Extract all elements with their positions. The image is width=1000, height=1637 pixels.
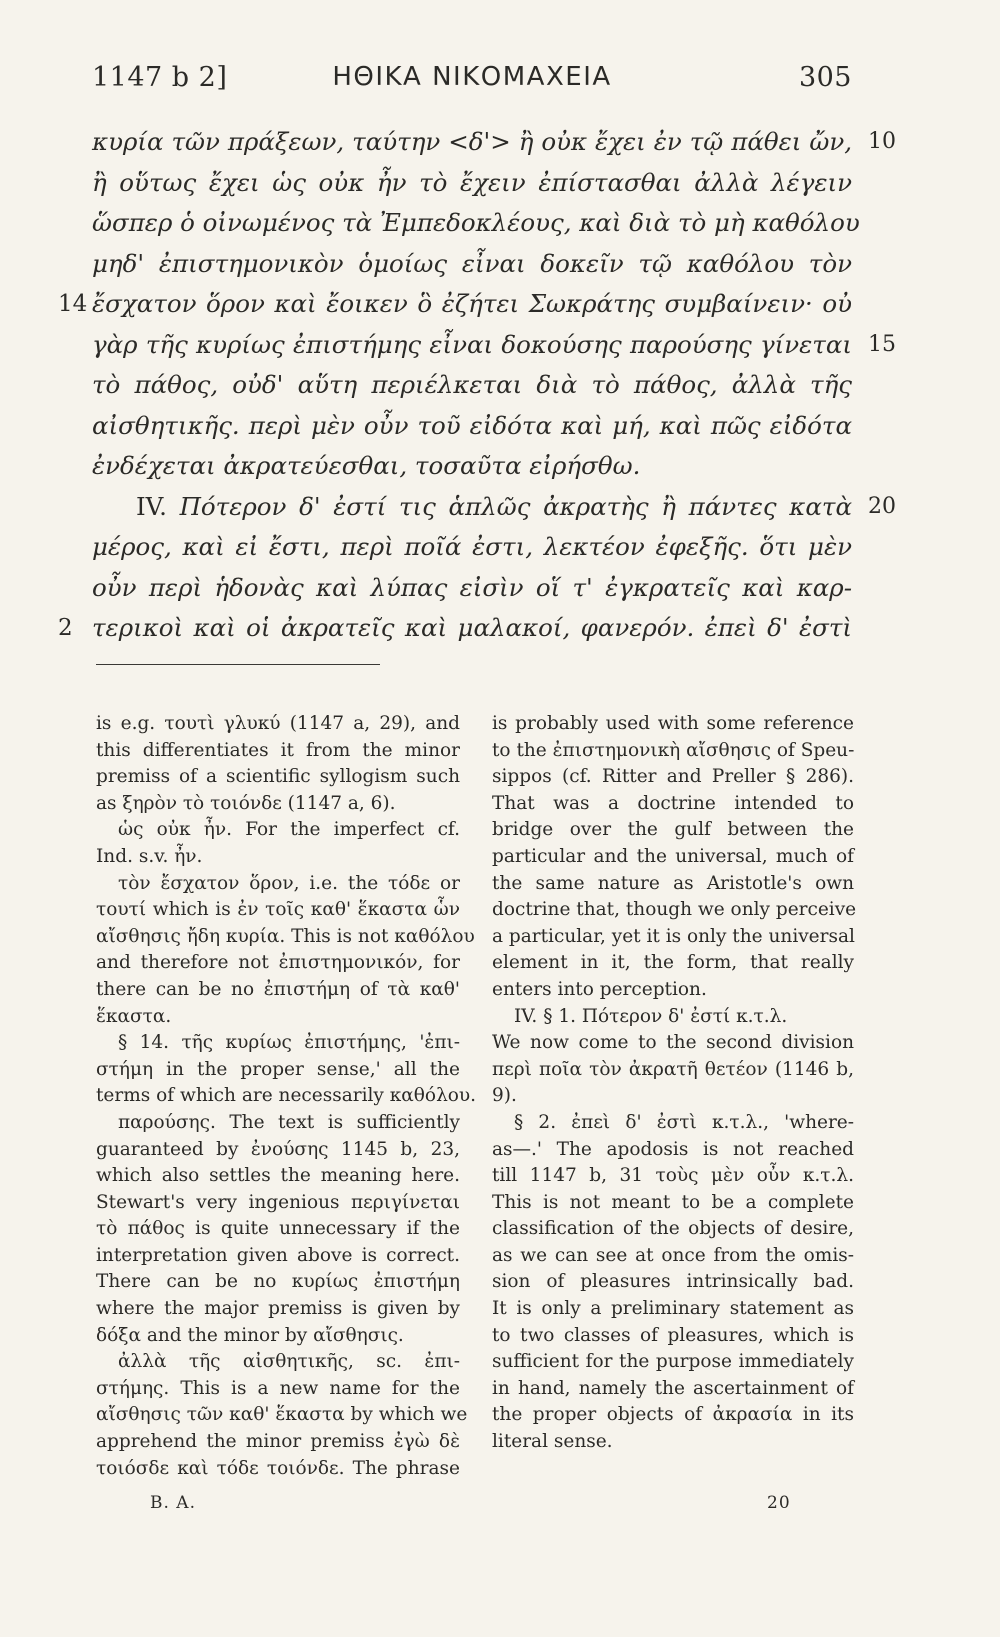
note-line: particular and the universal, much of: [492, 845, 854, 867]
note-line: τουτί which is ἐν τοῖς καθ' ἕκαστα ὧν: [96, 899, 460, 921]
main-text-content: τερικοὶ καὶ οἱ ἀκρατεῖς καὶ μαλακοί, φανερόν. ἐπεὶ δ' ἐστὶ: [92, 613, 852, 642]
note-line: 9).: [492, 1085, 517, 1107]
commentary-right-column: [492, 711, 857, 1456]
main-text-content: ἐνδέχεται ἀκρατεύεσθαι, τοσαῦτα εἰρήσθω.: [92, 451, 641, 480]
main-text-line: [58, 608, 852, 649]
note-line: premiss of a scientific syllogism such: [96, 766, 460, 788]
footnote-rule: [96, 664, 380, 665]
main-text-content: μέρος, καὶ εἰ ἔστι, περὶ ποῖά ἐστι, λεκτέον ἐφεξῆς. ὅτι μὲν: [92, 532, 852, 561]
main-text-line: [58, 284, 852, 325]
main-text-content: αἰσθητικῆς. περὶ μὲν οὖν τοῦ εἰδότα καὶ μή, καὶ πῶς εἰδότα: [92, 410, 852, 440]
note-line: is probably used with some reference: [492, 713, 854, 734]
note-line: the proper objects of ἀκρασία in its: [492, 1404, 854, 1426]
note-line: in hand, namely the ascertainment of: [492, 1377, 854, 1399]
note-line: bridge over the gulf between the: [492, 819, 854, 841]
note-line: sion of pleasures intrinsically bad.: [492, 1271, 854, 1293]
note-line: § 2. ἐπεὶ δ' ἐστὶ κ.τ.λ., 'where-: [514, 1111, 854, 1133]
note-line: doctrine that, though we only perceive: [492, 899, 857, 921]
note-line: to the ἐπιστημονικὴ αἴσθησις of Speu-: [492, 739, 855, 761]
note-line: στήμης. This is a new name for the: [96, 1377, 460, 1399]
note-line: apprehend the minor premiss ἐγὼ δὲ: [96, 1431, 460, 1453]
note-line: which also settles the meaning here.: [96, 1165, 460, 1187]
note-line: as—.' The apodosis is not reached: [492, 1138, 854, 1160]
note-line: a particular, yet it is only the universal: [492, 925, 855, 947]
note-line: where the major premiss is given by: [96, 1298, 460, 1320]
main-text-content: ὥσπερ ὁ οἰνωμένος τὰ Ἐμπεδοκλέους, καὶ διὰ τὸ μὴ καθόλου: [92, 208, 860, 237]
note-line: as ξηρὸν τὸ τοιόνδε (1147 a, 6).: [96, 792, 396, 814]
main-text-line: [92, 446, 852, 487]
note-line: ἀλλὰ τῆς αἰσθητικῆς, sc. ἐπι-: [118, 1351, 460, 1373]
note-line: till 1147 b, 31 τοὺς μὲν οὖν κ.τ.λ.: [492, 1165, 854, 1187]
chapter-numeral: IV.: [136, 491, 180, 521]
line-number-marginal: 10: [868, 129, 896, 154]
note-line: this differentiates it from the minor: [96, 739, 460, 761]
note-line: sufficient for the purpose immediately: [492, 1351, 854, 1373]
note-line: τοιόσδε καὶ τόδε τοιόνδε. The phrase: [96, 1457, 460, 1479]
main-text-line: [92, 122, 896, 163]
note-line: enters into perception.: [492, 978, 707, 1000]
main-text-content: γὰρ τῆς κυρίως ἐπιστήμης εἶναι δοκούσης παρούσης γίνεται: [92, 329, 852, 359]
main-text-content: ἔσχατον ὅρον καὶ ἔοικεν ὃ ἐζήτει Σωκράτης συμβαίνειν· οὐ: [92, 289, 852, 318]
note-line: classification of the objects of desire,: [492, 1218, 854, 1240]
main-text-content: τὸ πάθος, οὐδ' αὕτη περιέλκεται διὰ τὸ πάθος, ἀλλὰ τῆς: [92, 370, 852, 399]
note-line: αἴσθησις ἤδη κυρία. This is not καθόλου: [96, 925, 475, 947]
note-line: element in it, the form, that really: [492, 952, 854, 974]
running-header: [92, 62, 852, 102]
note-line: to two classes of pleasures, which is: [492, 1324, 854, 1346]
note-line: Stewart's very ingenious περιγίνεται: [96, 1191, 460, 1213]
main-text-content: οὖν περὶ ἡδονὰς καὶ λύπας εἰσὶν οἵ τ' ἐγκρατεῖς καὶ καρ-: [92, 572, 852, 602]
main-text-line: [92, 163, 852, 204]
note-line: That was a doctrine intended to: [492, 792, 854, 814]
main-text-line: [92, 568, 852, 609]
commentary-left-column: [96, 711, 477, 1482]
main-text-content: ἢ οὕτως ἔχει ὡς οὐκ ἦν τὸ ἔχειν ἐπίστασθαι ἀλλὰ λέγειν: [92, 167, 852, 197]
main-text-line: [92, 487, 896, 528]
header-reference: 1147 b 2]: [92, 62, 228, 93]
main-text-line: [92, 325, 896, 366]
note-line: αἴσθησις τῶν καθ' ἕκαστα by which we: [96, 1404, 468, 1426]
note-line: is e.g. τουτὶ γλυκύ (1147 a, 29), and: [96, 713, 460, 734]
note-line: IV. § 1. Πότερον δ' ἐστί κ.τ.λ.: [514, 1005, 788, 1027]
main-text-line: [92, 406, 852, 447]
note-line: guaranteed by ἐνούσης 1145 b, 23,: [96, 1138, 460, 1160]
main-text-content: μηδ' ἐπιστημονικὸν ὁμοίως εἶναι δοκεῖν τῷ καθόλου τὸν: [92, 248, 852, 278]
main-text-content: κυρία τῶν πράξεων, ταύτην <δ'> ἢ οὐκ ἔχει ἐν τῷ πάθει ὤν,: [92, 127, 852, 156]
main-text-line: [92, 244, 852, 285]
note-line: there can be no ἐπιστήμη of τὰ καθ': [96, 978, 460, 1000]
main-text-content: Πότερον δ' ἐστί τις ἁπλῶς ἀκρατὴς ἢ πάντες κατὰ: [179, 491, 852, 521]
note-line: παρούσης. The text is sufficiently: [118, 1111, 460, 1133]
main-text-line: [92, 527, 852, 568]
note-line: It is only a preliminary statement as: [492, 1298, 854, 1320]
note-line: τὸν ἔσχατον ὅρον, i.e. the τόδε or: [118, 872, 460, 894]
note-line: δόξα and the minor by αἴσθησις.: [96, 1324, 404, 1346]
line-number-marginal: 15: [868, 331, 896, 357]
note-line: ὡς οὐκ ἦν. For the imperfect cf.: [118, 819, 460, 841]
note-line: τὸ πάθος is quite unnecessary if the: [96, 1218, 460, 1240]
note-line: στήμη in the proper sense,' all the: [96, 1058, 460, 1080]
note-line: and therefore not ἐπιστημονικόν, for: [96, 952, 460, 974]
note-line: Ind. s.v. ἦν.: [96, 845, 203, 867]
note-line: the same nature as Aristotle's own: [492, 872, 854, 894]
main-text-line: [92, 203, 860, 244]
section-number-marginal: 2: [58, 615, 73, 641]
note-line: sippos (cf. Ritter and Preller § 286).: [492, 766, 854, 788]
note-line: There can be no κυρίως ἐπιστήμη: [96, 1271, 460, 1293]
note-line: § 14. τῆς κυρίως ἐπιστήμης, 'ἐπι-: [118, 1032, 460, 1054]
signature-mark: B. A.: [150, 1493, 196, 1513]
note-line: περὶ ποῖα τὸν ἀκρατῆ θετέον (1146 b,: [492, 1058, 854, 1080]
header-title: ΗΘΙΚΑ ΝΙΚΟΜΑΧΕΙΑ: [332, 62, 612, 92]
note-line: literal sense.: [492, 1431, 613, 1453]
page-number: 305: [798, 62, 852, 93]
main-text-line: [92, 365, 852, 406]
note-line: as we can see at once from the omis-: [492, 1244, 854, 1266]
section-number-marginal: 14: [58, 291, 88, 317]
note-line: ἕκαστα.: [96, 1005, 172, 1027]
sheet-number: 20: [767, 1493, 791, 1513]
note-line: We now come to the second division: [492, 1032, 854, 1054]
note-line: interpretation given above is correct.: [96, 1244, 460, 1266]
note-line: This is not meant to be a complete: [492, 1191, 854, 1213]
note-line: terms of which are necessarily καθόλου.: [96, 1085, 477, 1107]
greek-main-text: [58, 122, 896, 649]
line-number-marginal: 20: [868, 493, 896, 519]
